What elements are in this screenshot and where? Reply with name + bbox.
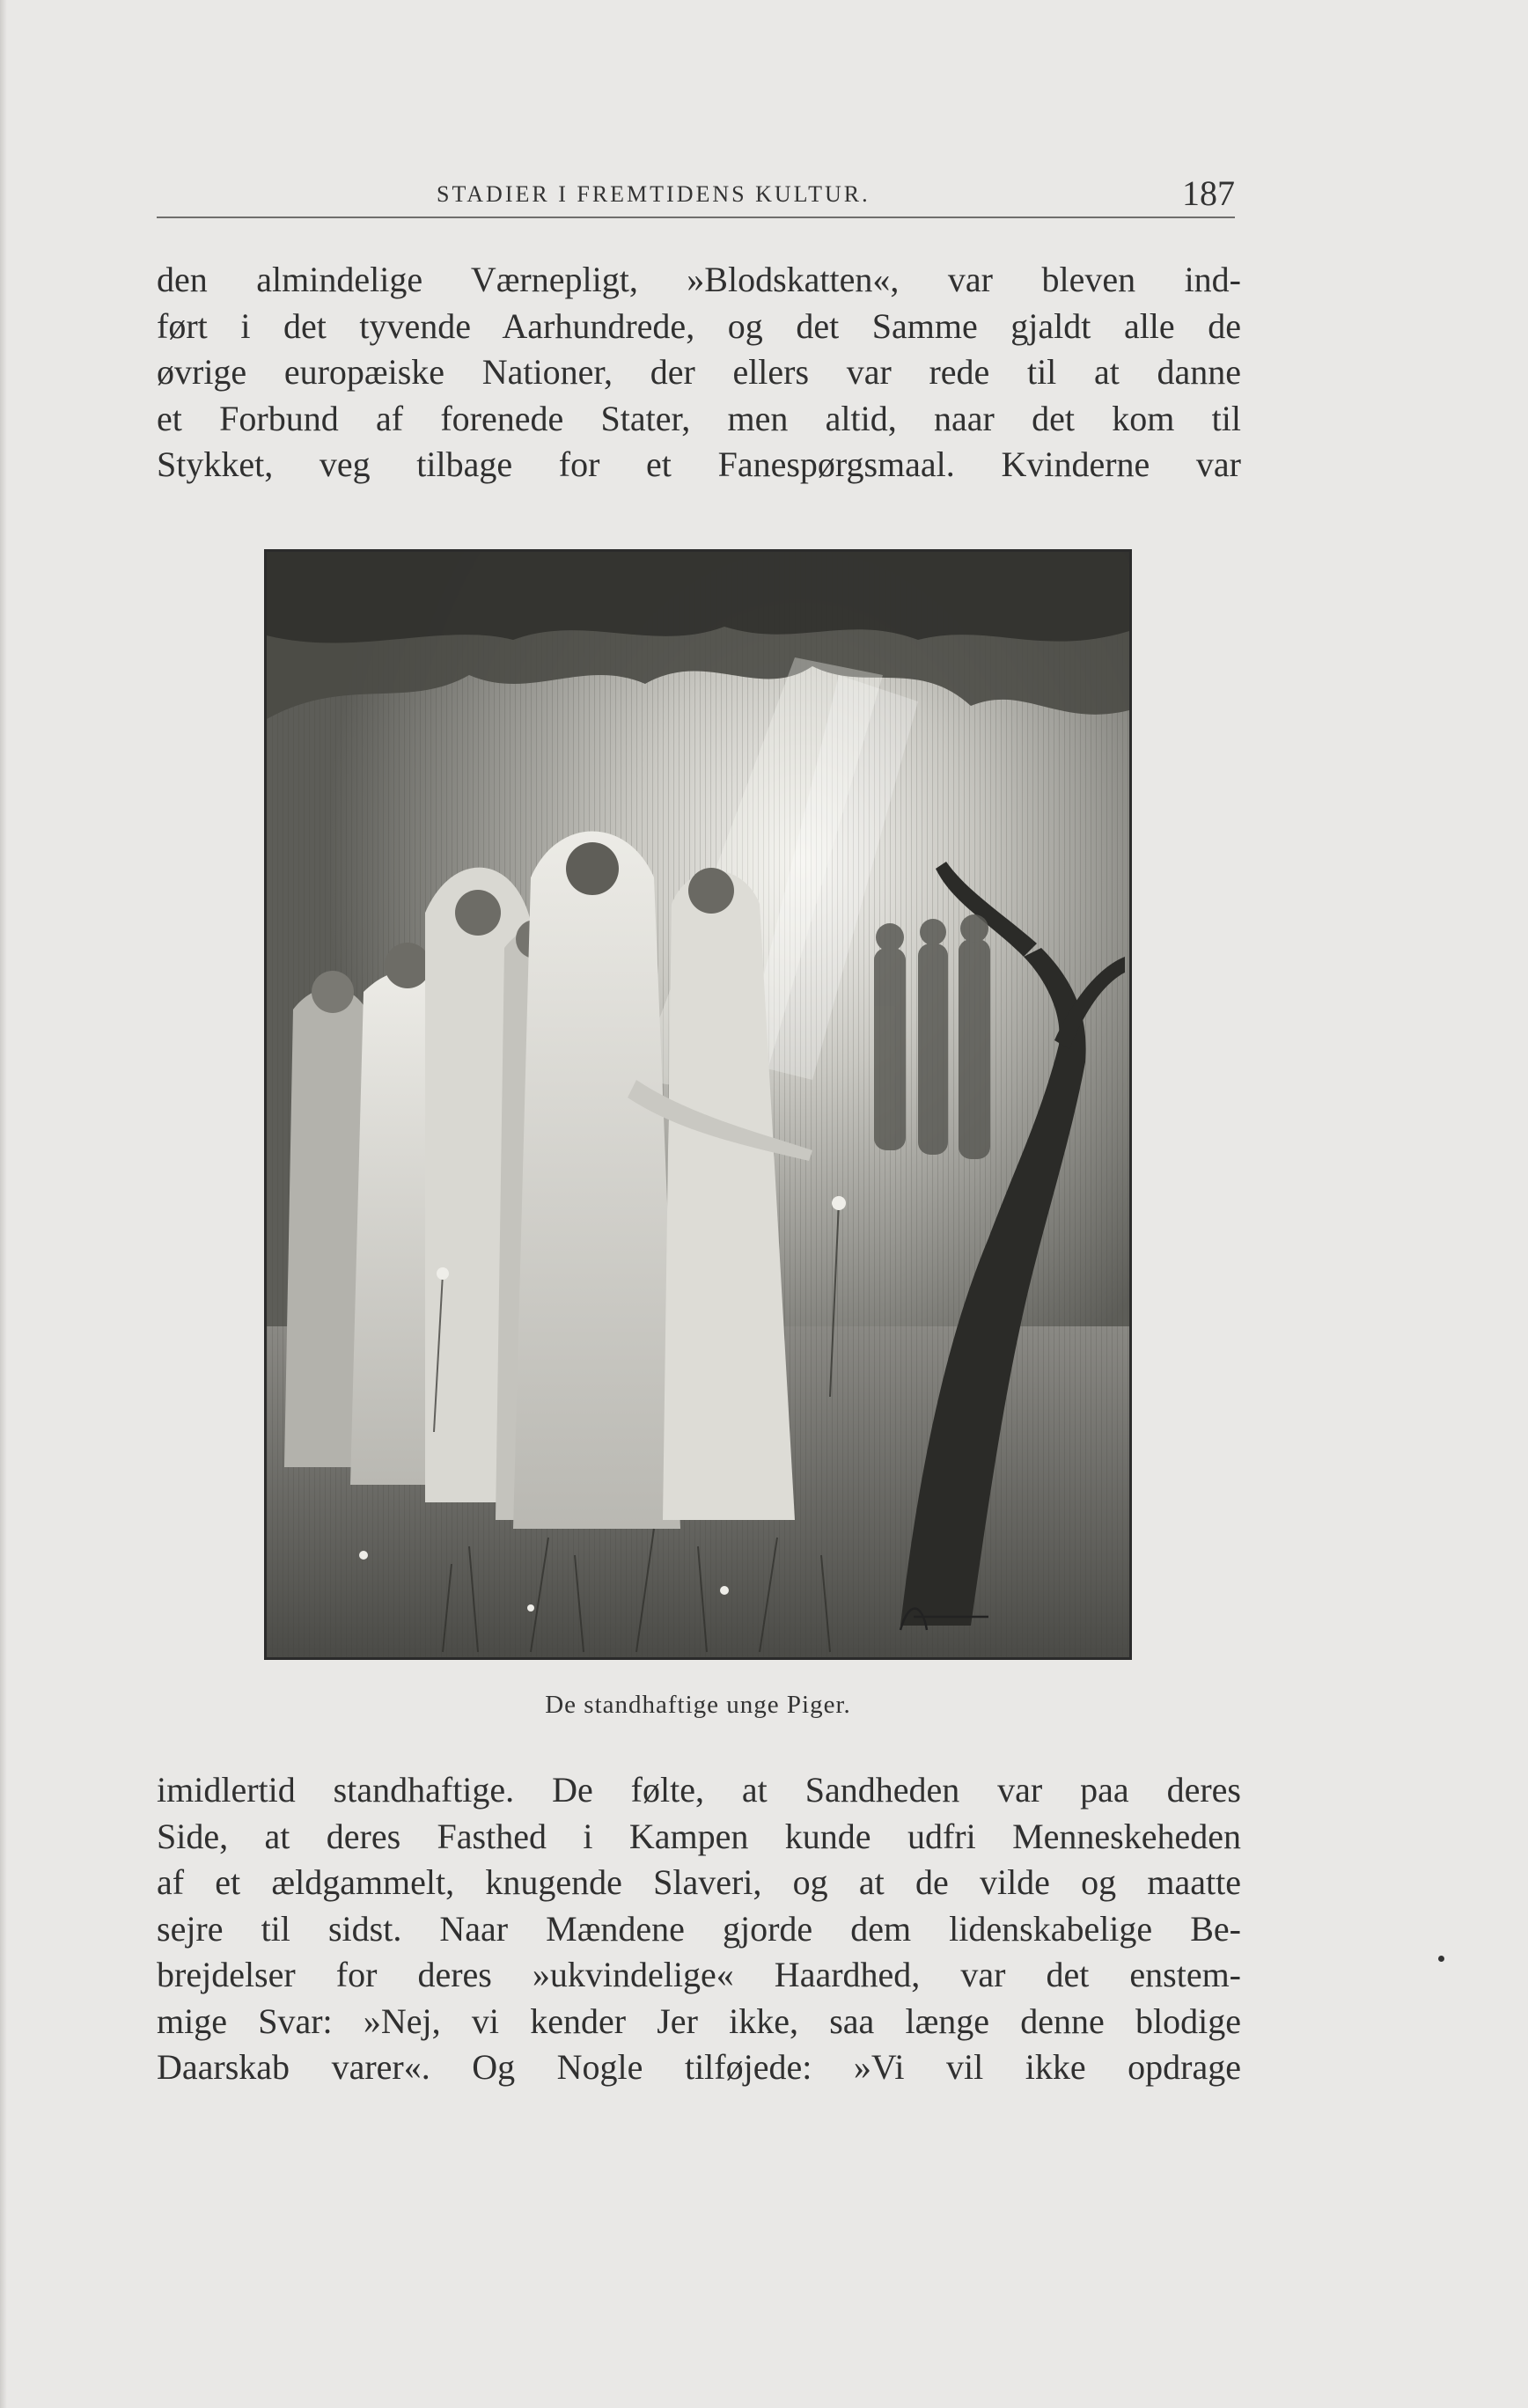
text-line: øvrige europæiske Nationer, der ellers var rede til at danne xyxy=(157,352,1241,392)
page-header xyxy=(157,173,1235,218)
ink-speck xyxy=(1438,1956,1444,1962)
text-line: sejre til sidst. Naar Mændene gjorde dem lidenskabelige Be- xyxy=(157,1908,1241,1949)
illustration-engraving xyxy=(267,552,1129,1657)
header-rule xyxy=(157,217,1235,218)
text-line: ført i det tyvende Aarhundrede, og det Samme gjaldt alle de xyxy=(157,305,1241,346)
page-number: 187 xyxy=(1182,173,1235,213)
text-line: Daarskab varer«. Og Nogle tilføjede: »Vi vil ikke opdrage xyxy=(157,2047,1241,2087)
text-line: den almindelige Værnepligt, »Blodskatten«, var bleven ind- xyxy=(157,260,1241,299)
text-line: imidlertid standhaftige. De følte, at Sandheden var paa deres xyxy=(157,1770,1241,1810)
text-line: af et ældgammelt, knugende Slaveri, og at de vilde og maatte xyxy=(157,1862,1241,1902)
text-line: Stykket, veg tilbage for et Fanespørgsmaal. Kvinderne var xyxy=(157,444,1241,484)
running-head: STADIER I FREMTIDENS KULTUR. xyxy=(437,181,871,207)
text-line: et Forbund af forenede Stater, men altid, naar det kom til xyxy=(157,398,1241,438)
text-line: Side, at deres Fasthed i Kampen kunde udfri Menneskeheden xyxy=(157,1816,1241,1856)
figure-caption: De standhaftige unge Piger. xyxy=(545,1691,851,1719)
paragraph-top xyxy=(157,257,1241,488)
paragraph-bottom xyxy=(157,1767,1241,2091)
text-line: mige Svar: »Nej, vi kender Jer ikke, saa længe denne blodige xyxy=(157,2001,1241,2041)
illustration xyxy=(264,549,1132,1660)
text-line: brejdelser for deres »ukvindelige« Haardhed, var det enstem- xyxy=(157,1955,1241,1994)
page-edge-shadow xyxy=(0,0,7,2408)
